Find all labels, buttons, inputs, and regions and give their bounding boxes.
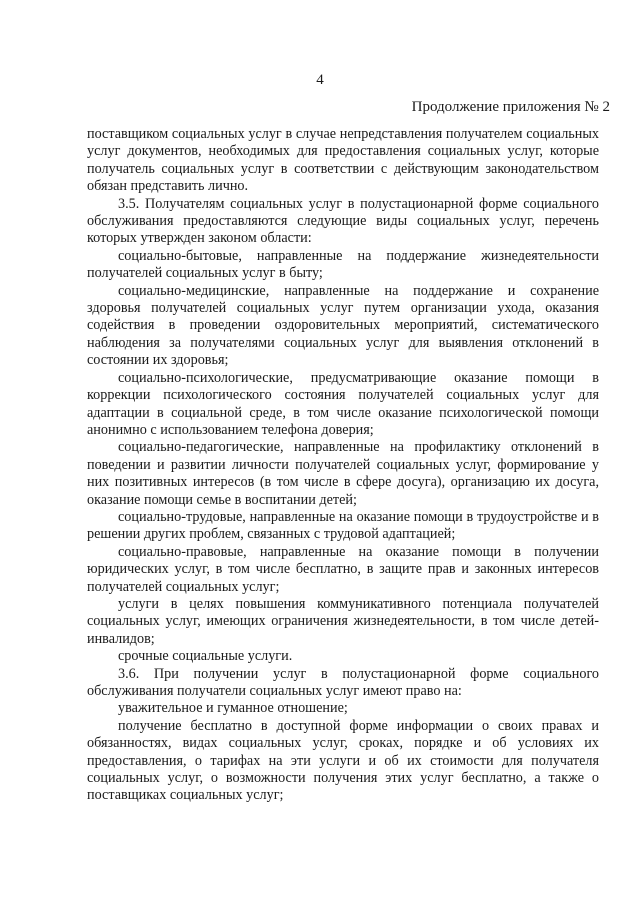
list-item-social-legal: социально-правовые, направленные на оказание помощи в получении юридических услуг, в том числе бесплатно, в защите прав и законных интересов получателей социальных услуг; [87, 543, 599, 595]
page-number: 4 [316, 72, 324, 88]
paragraph-section-3-6: 3.6. При получении услуг в полустационарной форме социального обслуживания получатели социальных услуг имеют право на: [87, 665, 599, 699]
list-item-urgent-services: срочные социальные услуги. [118, 648, 293, 665]
list-item-communication-services: услуги в целях повышения коммуникативного потенциала получателей социальных услуг, имеющих ограничения жизнедеятельности, в том числе детей-инвалидов; [87, 595, 599, 647]
list-item-respectful-treatment: уважительное и гуманное отношение; [118, 700, 348, 717]
list-item-free-information: получение бесплатно в доступной форме информации о своих правах и обязанностях, видах социальных услуг, сроках, порядке и об условиях их предоставления, о тарифах на эти услуги и об их стоимости для получателя социальных услуг, о возможности получения этих услуг бесплатно, а также о поставщиках социальных услуг; [87, 717, 599, 804]
paragraph-continuation: поставщиком социальных услуг в случае непредставления получателем социальных услуг документов, необходимых для предоставления социальных услуг, которые получатель социальных услуг в соответствии с действующим законодательством обязан представить лично. [87, 126, 599, 195]
list-item-social-labor: социально-трудовые, направленные на оказание помощи в трудоустройстве и в решении других проблем, связанных с трудовой адаптацией; [87, 508, 599, 543]
list-item-social-pedagogical: социально-педагогические, направленные на профилактику отклонений в поведении и развитии личности получателей социальных услуг, формирование у них позитивных интересов (в том числе в сфере досуга), организацию их досуга, оказание помощи семье в воспитании детей; [87, 439, 599, 508]
appendix-header: Продолжение приложения № 2 [411, 99, 610, 115]
paragraph-section-3-5: 3.5. Получателям социальных услуг в полустационарной форме социального обслуживания предоставляются следующие виды социальных услуг, перечень которых утвержден законом области: [87, 195, 599, 247]
list-item-social-medical: социально-медицинские, направленные на поддержание и сохранение здоровья получателей социальных услуг путем организации ухода, оказания содействия в проведении оздоровительных мероприятий, систематического наблюдения за получателями социальных услуг для выявления отклонений в состоянии их здоровья; [87, 282, 599, 369]
list-item-social-psychological: социально-психологические, предусматривающие оказание помощи в коррекции психологического состояния получателей социальных услуг для адаптации в социальной среде, в том числе оказание психологической помощи анонимно с использованием телефона доверия; [87, 369, 599, 438]
list-item-social-household: социально-бытовые, направленные на поддержание жизнедеятельности получателей социальных услуг в быту; [87, 247, 599, 282]
body-text [87, 126, 599, 805]
